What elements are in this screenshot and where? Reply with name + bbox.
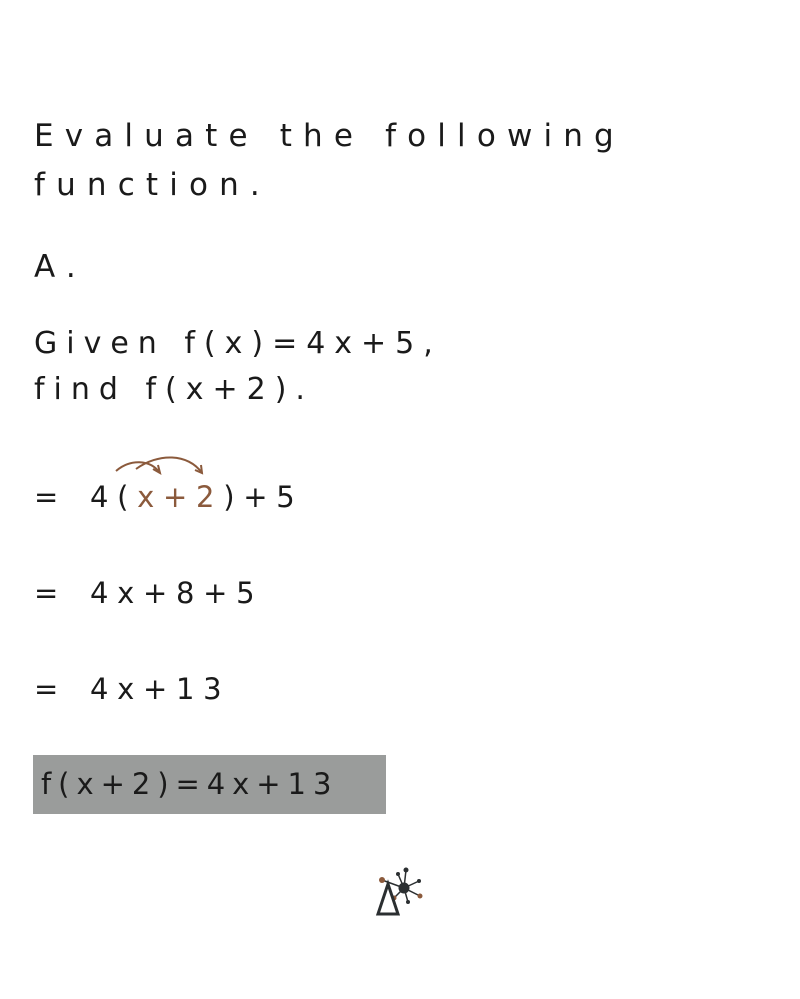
equals-sign: = (34, 672, 59, 706)
answer-text: f(x+2)=4x+13 (41, 767, 339, 801)
molecule-triangle-logo-icon (372, 862, 428, 918)
step-1-post: )+5 (223, 480, 304, 514)
given-line-1: Given f(x)=4x+5, (34, 326, 442, 361)
given-line-2: find f(x+2). (34, 372, 314, 407)
instruction-line-1: Evaluate the following (34, 118, 625, 154)
equals-sign: = (34, 576, 59, 610)
step-3-expr: 4x+13 (90, 672, 231, 706)
step-1-highlight: x+2 (137, 480, 224, 514)
answer-box (33, 755, 386, 814)
step-1-pre: 4( (90, 480, 138, 514)
step-2-expr: 4x+8+5 (90, 576, 264, 610)
step-2 (34, 569, 263, 617)
step-1 (34, 473, 303, 521)
equals-sign: = (34, 480, 59, 514)
instruction-line-2: function. (34, 167, 271, 203)
step-3 (34, 665, 230, 713)
part-label: A. (34, 249, 87, 285)
